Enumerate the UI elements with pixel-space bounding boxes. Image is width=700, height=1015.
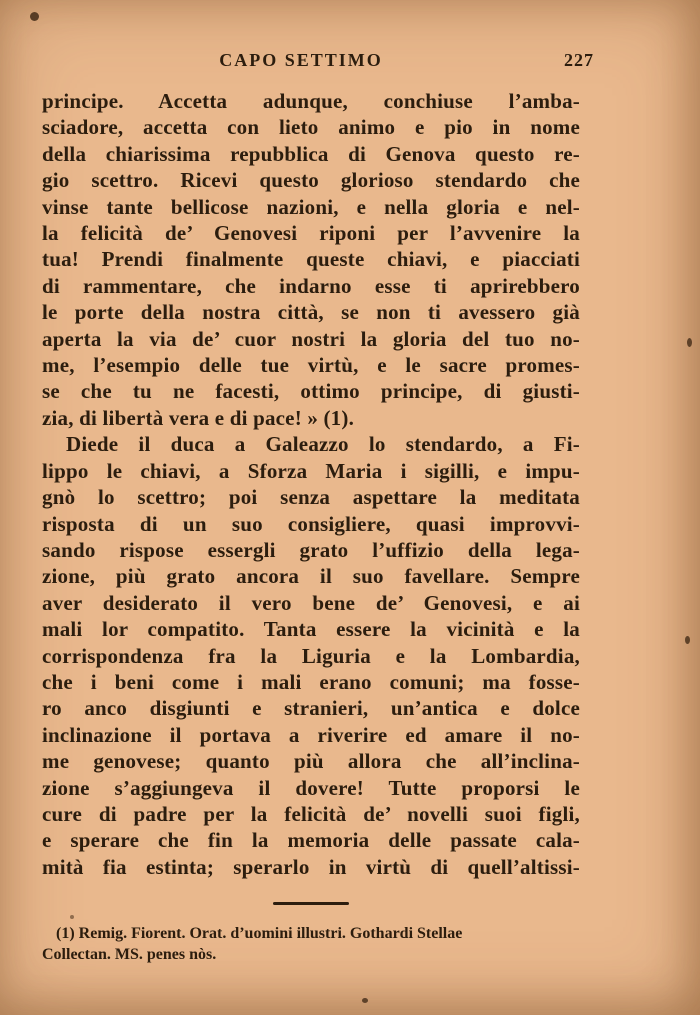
footnote-line: Collectan. MS. penes nòs.	[42, 946, 217, 964]
text-line: corrispondenza fra la Liguria e la Lombardia,	[42, 643, 580, 668]
text-line: me, l’esempio delle tue virtù, e le sacre promes-	[42, 353, 580, 378]
scan-speck	[30, 12, 39, 21]
footnote-divider	[273, 902, 349, 905]
paragraph	[42, 431, 580, 880]
text-line: mità fia estinta; sperarlo in virtù di quell’altissi-	[42, 854, 580, 879]
text-line: sando rispose essergli grato l’uffizio della lega-	[42, 537, 580, 562]
text-line: mali lor compatito. Tanta essere la vicinità e la	[42, 617, 580, 642]
footnote-line: (1) Remig. Fiorent. Orat. d’uomini illustri. Gothardi Stellae	[56, 925, 463, 943]
text-line: risposta di un suo consigliere, quasi improvvi-	[42, 511, 580, 536]
text-line: Diede il duca a Galeazzo lo stendardo, a Fi-	[66, 432, 580, 457]
text-line: sciadore, accetta con lieto animo e pio in nome	[42, 115, 580, 140]
scan-speck	[685, 636, 690, 644]
text-line: zia, di libertà vera e di pace! » (1).	[42, 405, 355, 430]
text-line: me genovese; quanto più allora che all’inclina-	[42, 749, 580, 774]
text-line: se che tu ne facesti, ottimo principe, di giusti-	[42, 379, 580, 404]
page-header	[42, 50, 594, 76]
text-line: della chiarissima repubblica di Genova questo re-	[42, 141, 580, 166]
text-line: che i beni come i mali erano comuni; ma fosse-	[42, 669, 580, 694]
text-line: tua! Prendi finalmente queste chiavi, e piacciati	[42, 247, 580, 272]
scan-speck	[70, 915, 74, 919]
text-line: gnò lo scettro; poi senza aspettare la meditata	[42, 485, 580, 510]
text-body	[42, 88, 580, 880]
text-line: e sperare che fin la memoria delle passate cala-	[42, 828, 580, 853]
text-line: zione s’aggiungeva il dovere! Tutte proporsi le	[42, 775, 580, 800]
scan-speck	[362, 998, 368, 1003]
text-line: principe. Accetta adunque, conchiuse l’amba-	[42, 89, 580, 113]
text-line: cure di padre per la felicità de’ novelli suoi figli,	[42, 801, 580, 826]
text-line: la felicità de’ Genovesi riponi per l’avvenire la	[42, 221, 580, 246]
text-line: lippo le chiavi, a Sforza Maria i sigilli, e impu-	[42, 458, 580, 483]
footnote-text	[42, 923, 580, 965]
scan-speck	[687, 338, 692, 347]
text-line: inclinazione il portava a riverire ed amare il no-	[42, 722, 580, 747]
chapter-heading: CAPO SETTIMO	[219, 50, 383, 70]
text-line: di rammentare, che indarno esse ti aprirebbero	[42, 273, 580, 298]
text-line: gio scettro. Ricevi questo glorioso stendardo che	[42, 168, 580, 193]
text-line: vinse tante bellicose nazioni, e nella gloria e nel-	[42, 194, 580, 219]
text-line: ro anco disgiunti e stranieri, un’antica e dolce	[42, 696, 580, 721]
text-line: aperta la via de’ cuor nostri la gloria del tuo no-	[42, 326, 580, 351]
page-number: 227	[564, 50, 594, 70]
text-line: zione, più grato ancora il suo favellare. Sempre	[42, 564, 580, 589]
text-line: aver desiderato il vero bene de’ Genovesi, e ai	[42, 590, 580, 615]
text-line: le porte della nostra città, se non ti avessero già	[42, 300, 580, 325]
paragraph	[42, 88, 580, 431]
